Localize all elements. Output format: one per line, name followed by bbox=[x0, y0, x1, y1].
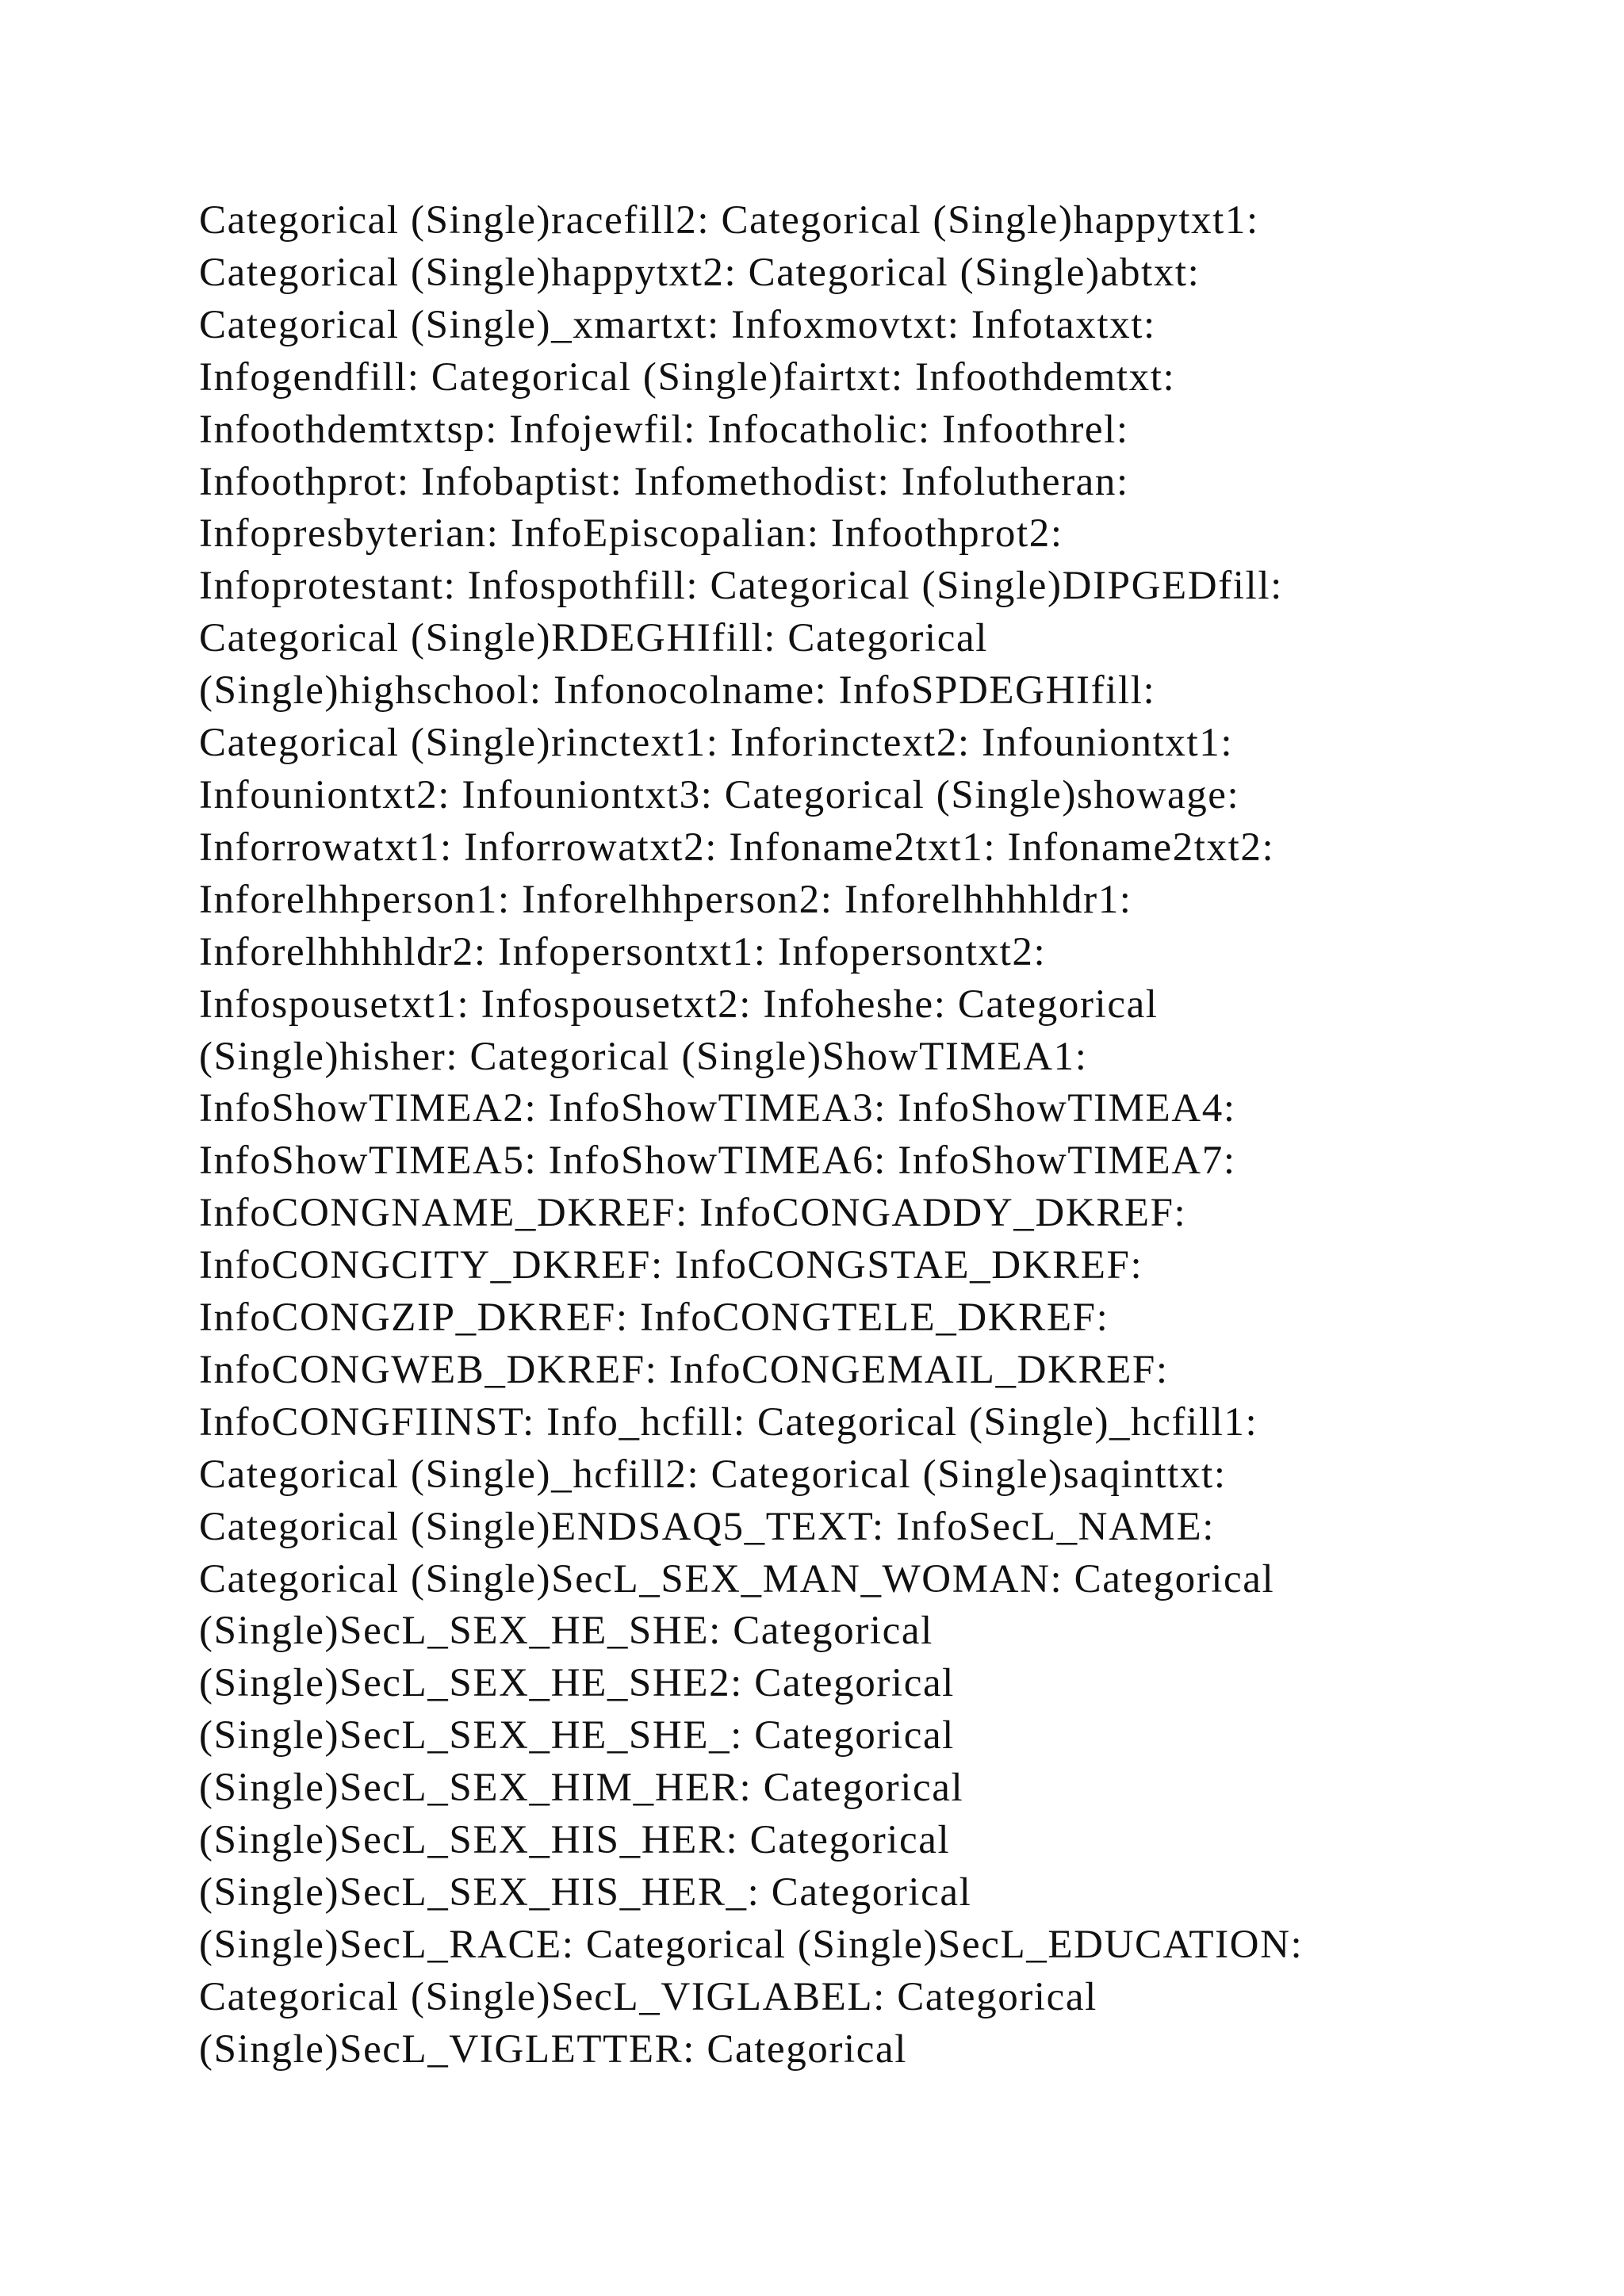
text-line: (Single)SecL_SEX_HIM_HER: Categorical bbox=[199, 1766, 964, 1811]
text-line: Inforelhhperson1: Inforelhhperson2: Inforelhhhhldr1: bbox=[199, 877, 1132, 922]
text-line: InfoShowTIMEA5: InfoShowTIMEA6: InfoShowTIMEA7: bbox=[199, 1138, 1236, 1184]
text-line: Categorical (Single)_hcfill2: Categorical (Single)saqinttxt: bbox=[199, 1452, 1227, 1497]
text-line: InfoCONGZIP_DKREF: InfoCONGTELE_DKREF: bbox=[199, 1295, 1109, 1341]
text-line: Infoothprot: Infobaptist: Infomethodist: Infolutheran: bbox=[199, 459, 1129, 504]
text-line: Categorical (Single)RDEGHIfill: Categorical bbox=[199, 616, 989, 661]
body-text bbox=[199, 195, 1436, 2076]
text-line: (Single)SecL_RACE: Categorical (Single)SecL_EDUCATION: bbox=[199, 1922, 1304, 1967]
text-line: (Single)SecL_VIGLETTER: Categorical bbox=[199, 2026, 907, 2072]
text-line: Categorical (Single)SecL_SEX_MAN_WOMAN: Categorical bbox=[199, 1556, 1275, 1601]
text-line: (Single)hisher: Categorical (Single)ShowTIMEA1: bbox=[199, 1034, 1088, 1079]
text-line: (Single)SecL_SEX_HE_SHE: Categorical bbox=[199, 1609, 933, 1654]
text-line: Infoprotestant: Infospothfill: Categorical (Single)DIPGEDfill: bbox=[199, 564, 1283, 609]
text-line: InfoCONGCITY_DKREF: InfoCONGSTAE_DKREF: bbox=[199, 1243, 1143, 1288]
text-line: Categorical (Single)_xmartxt: Infoxmovtxt: Infotaxtxt: bbox=[199, 302, 1156, 347]
text-line: Categorical (Single)ENDSAQ5_TEXT: InfoSecL_NAME: bbox=[199, 1504, 1216, 1549]
text-line: Infouniontxt2: Infouniontxt3: Categorical (Single)showage: bbox=[199, 772, 1240, 817]
text-line: Infospousetxt1: Infospousetxt2: Infoheshe: Categorical bbox=[199, 982, 1159, 1027]
text-line: Categorical (Single)SecL_VIGLABEL: Categorical bbox=[199, 1974, 1097, 2019]
text-line: (Single)highschool: Infonocolname: InfoSPDEGHIfill: bbox=[199, 668, 1156, 714]
text-line: Inforelhhhhldr2: Infopersontxt1: Infopersontxt2: bbox=[199, 929, 1047, 974]
text-line: Infopresbyterian: InfoEpiscopalian: Infoothprot2: bbox=[199, 511, 1063, 557]
text-line: (Single)SecL_SEX_HIS_HER_: Categorical bbox=[199, 1870, 972, 1915]
text-line: (Single)SecL_SEX_HIS_HER: Categorical bbox=[199, 1818, 951, 1863]
text-line: InfoShowTIMEA2: InfoShowTIMEA3: InfoShowTIMEA4: bbox=[199, 1086, 1236, 1131]
text-line: InfoCONGWEB_DKREF: InfoCONGEMAIL_DKREF: bbox=[199, 1347, 1169, 1392]
text-line: Categorical (Single)racefill2: Categorical (Single)happytxt1: bbox=[199, 198, 1259, 243]
text-line: Infoothdemtxtsp: Infojewfil: Infocatholic: Infoothrel: bbox=[199, 407, 1129, 452]
text-line: (Single)SecL_SEX_HE_SHE_: Categorical bbox=[199, 1713, 955, 1758]
text-line: Infogendfill: Categorical (Single)fairtxt: Infoothdemtxt: bbox=[199, 354, 1176, 400]
text-line: Inforrowatxt1: Inforrowatxt2: Infoname2txt1: Infoname2txt2: bbox=[199, 825, 1275, 870]
text-line: Categorical (Single)happytxt2: Categorical (Single)abtxt: bbox=[199, 250, 1201, 295]
text-line: InfoCONGNAME_DKREF: InfoCONGADDY_DKREF: bbox=[199, 1191, 1187, 1236]
text-line: Categorical (Single)rinctext1: Inforinctext2: Infouniontxt1: bbox=[199, 721, 1234, 766]
text-line: InfoCONGFIINST: Info_hcfill: Categorical (Single)_hcfill1: bbox=[199, 1399, 1258, 1445]
text-line: (Single)SecL_SEX_HE_SHE2: Categorical bbox=[199, 1661, 955, 1706]
